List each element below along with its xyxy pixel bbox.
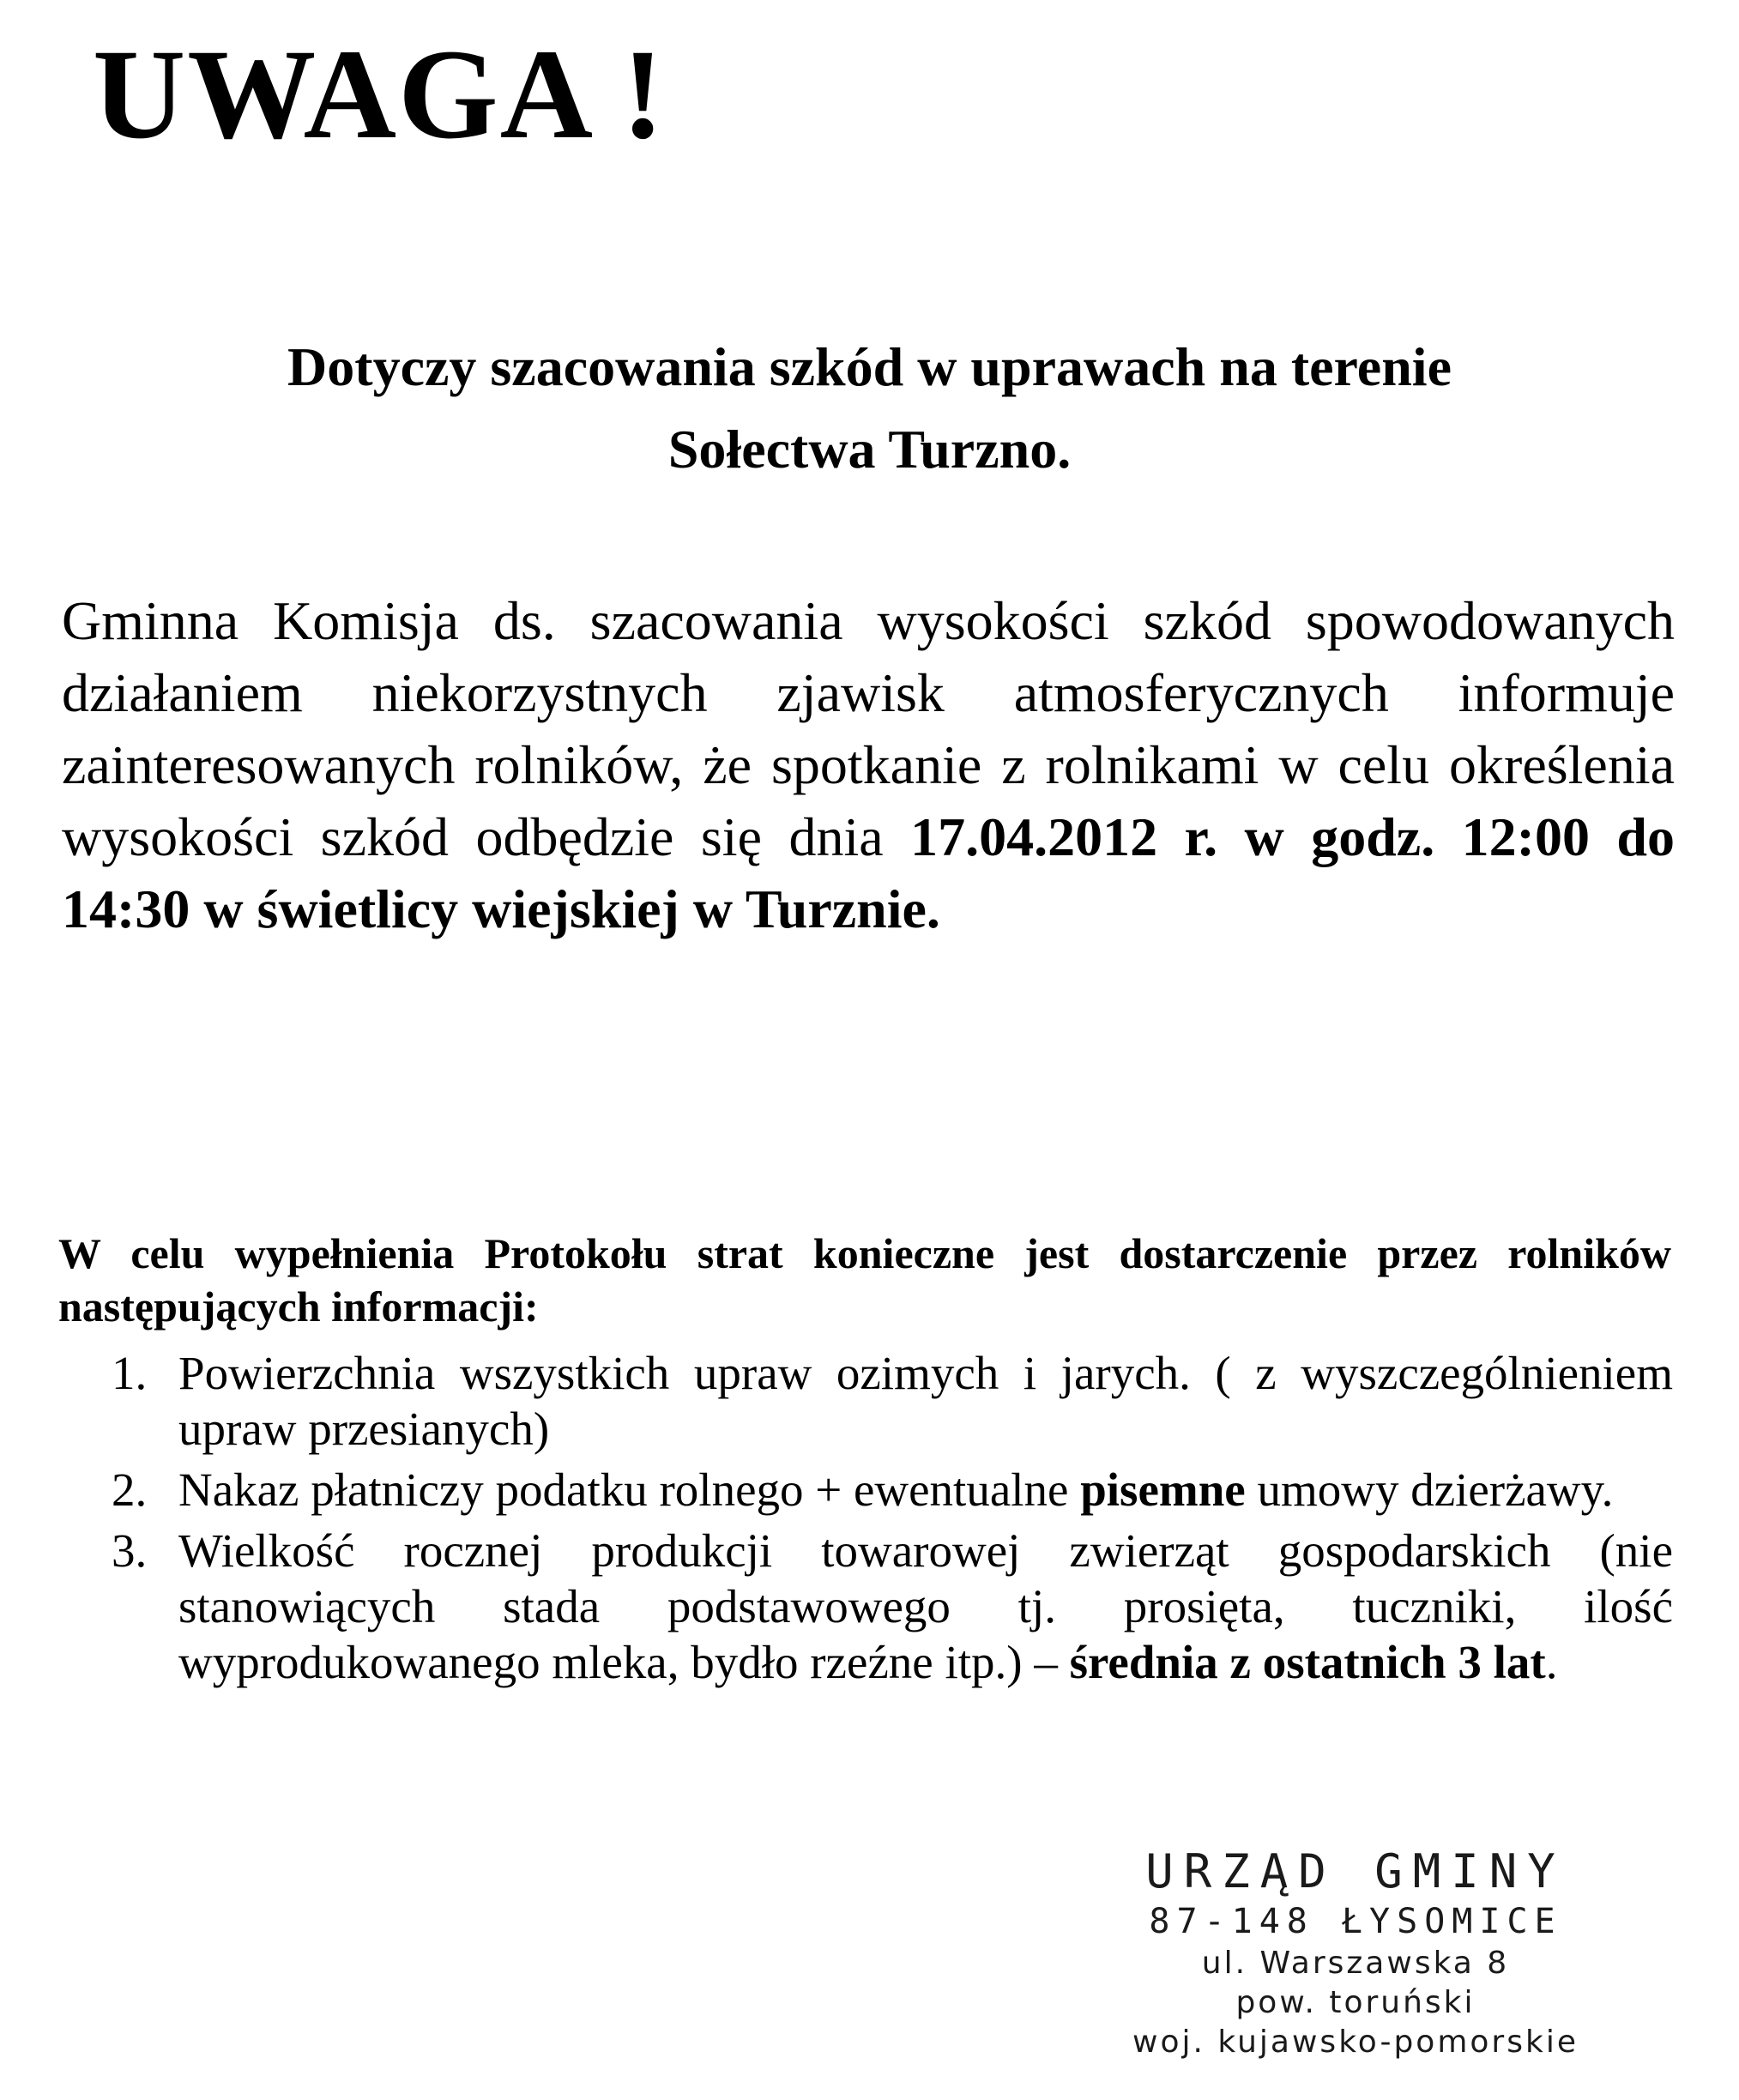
item-text: Wielkość rocznej produkcji towarowej zwierząt gospodarskich (nie stanowiących stada podstawowego tj. prosięta, tuczniki, ilość wyprodukowanego mleka, bydło rzeźne itp.) –: [178, 1524, 1673, 1688]
item-text-end: .: [1545, 1636, 1558, 1688]
item-text: Nakaz płatniczy podatku rolnego + ewentualne: [178, 1463, 1081, 1516]
subject-line-1: Dotyczy szacowania szkód w uprawach na terenie: [287, 336, 1452, 397]
item-emphasis: średnia z ostatnich 3 lat: [1069, 1636, 1546, 1688]
stamp-office-name: URZĄD GMINY: [1145, 1844, 1566, 1898]
requirement-item-3: [112, 1523, 1673, 1690]
item-number: 2.: [112, 1463, 148, 1516]
requirement-item-2: [112, 1462, 1673, 1518]
stamp-county: pow. toruński: [1235, 1985, 1476, 2020]
item-number: 3.: [112, 1524, 148, 1577]
meeting-place: w świetlicy wiejskiej w Turznie.: [203, 878, 940, 939]
stamp-street: ul. Warszawska 8: [1201, 1946, 1510, 1981]
subject-line-2: Sołectwa Turzno.: [667, 419, 1072, 480]
announcement-text: Gminna Komisja ds. szacowania wysokości szkód spowodowanych działaniem niekorzystnych zjawisk atmosferycznych informuje zainteresowanych rolników, że spotkanie z rolnikami w celu określenia wysokości szkód odbędzie się dnia: [62, 590, 1675, 867]
item-text-end: umowy dzierżawy.: [1245, 1463, 1614, 1516]
stamp-province: woj. kujawsko-pomorskie: [1132, 2025, 1579, 2060]
item-emphasis: pisemne: [1080, 1463, 1246, 1516]
announcement-paragraph: [62, 585, 1675, 945]
meeting-date-time: 17.04.2012 r. w godz. 12:00 do 14:30: [62, 806, 1675, 939]
office-stamp: [1098, 1844, 1613, 2062]
requirement-item-1: [112, 1345, 1673, 1457]
requirements-heading: W celu wypełnienia Protokołu strat konieczne jest dostarczenie przez rolników następujących informacji:: [58, 1229, 1671, 1331]
item-number: 1.: [112, 1347, 148, 1399]
stamp-postal-town: 87-148 ŁYSOMICE: [1149, 1902, 1562, 1941]
item-text: Powierzchnia wszystkich upraw ozimych i jarych. ( z wyszczególnieniem upraw przesianych): [178, 1347, 1673, 1455]
subject-heading: [94, 326, 1645, 491]
requirements-list: [112, 1345, 1673, 1695]
headline: UWAGA !: [93, 23, 667, 166]
